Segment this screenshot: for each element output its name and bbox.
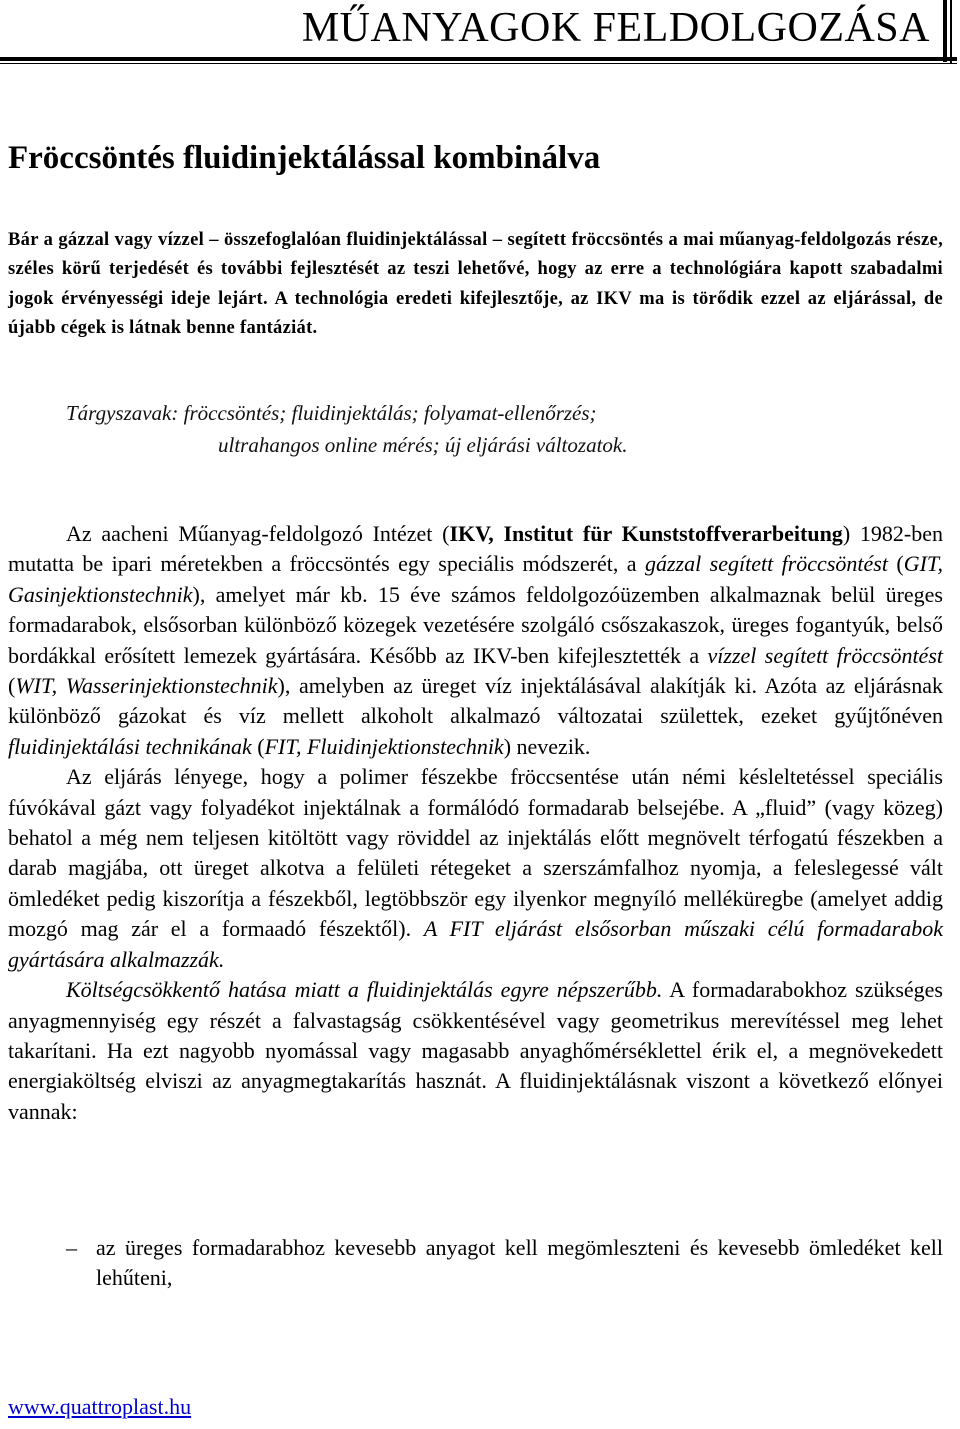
- text-span: A formadarabokhoz szükséges anyagmennyiség egy részét a falvastagság csökkentésével vagy geometrikus merevítéssel meg lehet takarítani. Ha ezt nagyobb nyomással vagy magasabb anyaghőmérséklettel érik el, a megnövekedett energiaköltség elviszi az anyagmegtakarítás hasznát. A fluidinjektálásnak viszont a következő előnyei vannak:: [8, 977, 943, 1124]
- italic-span: FIT, Fluidinjektionstechnik: [264, 733, 504, 759]
- body-text: [8, 519, 943, 1127]
- text-span: Az aacheni Műanyag-feldolgozó Intézet (: [66, 521, 450, 546]
- italic-span: GIT, Gasinjektionstechnik: [8, 551, 944, 607]
- keywords-line-1: Tárgyszavak: fröccsöntés; fluidinjektálás; folyamat-ellenőrzés;: [66, 401, 597, 425]
- text-span: Az eljárás lényege, hogy a polimer fészekbe fröccsentése után némi késleltetéssel speciális fúvókával gázt vagy folyadékot injektálnak a formálódó formadarab belsejébe. A „fluid” (vagy közeg) behatol a még nem teljesen kitöltött vagy röviddel az injektálás előtt megnövelt térfogatú fészekben a darab magjába, ott üreget alkotva a felületi rétegeket a szerszámfalhoz nyomja, a feleslegessé vált ömledéket pedig kiszorítja a fészekből, legtöbbször egy ilyenkor megnyíló melléküregbe (amelyet addig mozgó mag zár el a formaadó fészektől).: [8, 764, 943, 942]
- header-rule-thin: [0, 63, 957, 64]
- page-header: [0, 0, 960, 70]
- bullet-dash: –: [66, 1235, 77, 1260]
- italic-span: Költségcsökkentő hatása miatt a fluidinjektálás egyre népszerűbb.: [66, 977, 663, 1003]
- text-span: ) nevezik.: [503, 733, 591, 759]
- bold-span: IKV, Institut für Kunststoffverarbeitung: [449, 521, 843, 546]
- text-span: ), amelyet már kb. 15 éve számos feldolgozóüzemben alkalmaznak belül üreges formadarabok, elsősorban különböző közegek vezetésére szolgáló csőszakaszok, üreges fogantyúk, belső bordákkal erősített lemezek gyártására. Később az IKV-ben kifejlesztették a: [8, 581, 943, 668]
- paragraph-3: [8, 975, 943, 1127]
- text-span: (: [887, 551, 904, 577]
- article-title: Fröccsöntés fluidinjektálással kombinálva: [8, 140, 601, 176]
- header-rule-thick: [0, 57, 957, 61]
- bullet-text: az üreges formadarabhoz kevesebb anyagot kell megömleszteni és kevesebb ömledéket kell lehűteni,: [96, 1235, 943, 1291]
- header-title: MŰANYAGOK FELDOLGOZÁSA: [301, 5, 930, 51]
- keywords-line-2: ultrahangos online mérés; új eljárási változatok.: [218, 433, 628, 457]
- paragraph-1: [8, 519, 943, 762]
- keywords: [8, 397, 943, 461]
- text-span: ), amelyben az üreget víz injektálásával alakítják ki. Azóta az eljárásnak különböző gázokat és víz mellett alkoholt alkalmazó változatai születtek, ezeket gyűjtőnéven: [8, 673, 943, 729]
- italic-span: vízzel segített fröccsöntést: [707, 642, 943, 668]
- text-span: (: [8, 673, 16, 699]
- text-span: (: [251, 733, 265, 759]
- bullet-item: [8, 1233, 943, 1294]
- text-span: ) 1982-ben mutatta be ipari méretekben a fröccsöntés egy speciális módszerét, a: [8, 521, 943, 577]
- italic-span: A FIT eljárást elsősorban műszaki célú formadarabok gyártására alkalmazzák.: [8, 916, 943, 972]
- paragraph-2: [8, 762, 943, 975]
- italic-span: WIT, Wasserinjektionstechnik: [15, 673, 278, 699]
- footer-website-link[interactable]: www.quattroplast.hu: [8, 1394, 192, 1419]
- abstract: Bár a gázzal vagy vízzel – összefoglalóan fluidinjektálással – segített fröccsöntés a mai műanyag-feldolgozás része, széles körű terjedését és további fejlesztését az teszi lehetővé, hogy az erre a technológiára kapott szabadalmi jogok érvényességi ideje lejárt. A technológia eredeti kifejlesztője, az IKV ma is törődik ezzel az eljárással, de újabb cégek is látnak benne fantáziát.: [8, 230, 943, 338]
- italic-span: gázzal segített fröccsöntést: [645, 551, 888, 577]
- italic-span: fluidinjektálási technikának: [8, 733, 252, 759]
- header-vertical-rule-thin: [950, 0, 952, 64]
- header-vertical-rule-thick: [943, 0, 947, 62]
